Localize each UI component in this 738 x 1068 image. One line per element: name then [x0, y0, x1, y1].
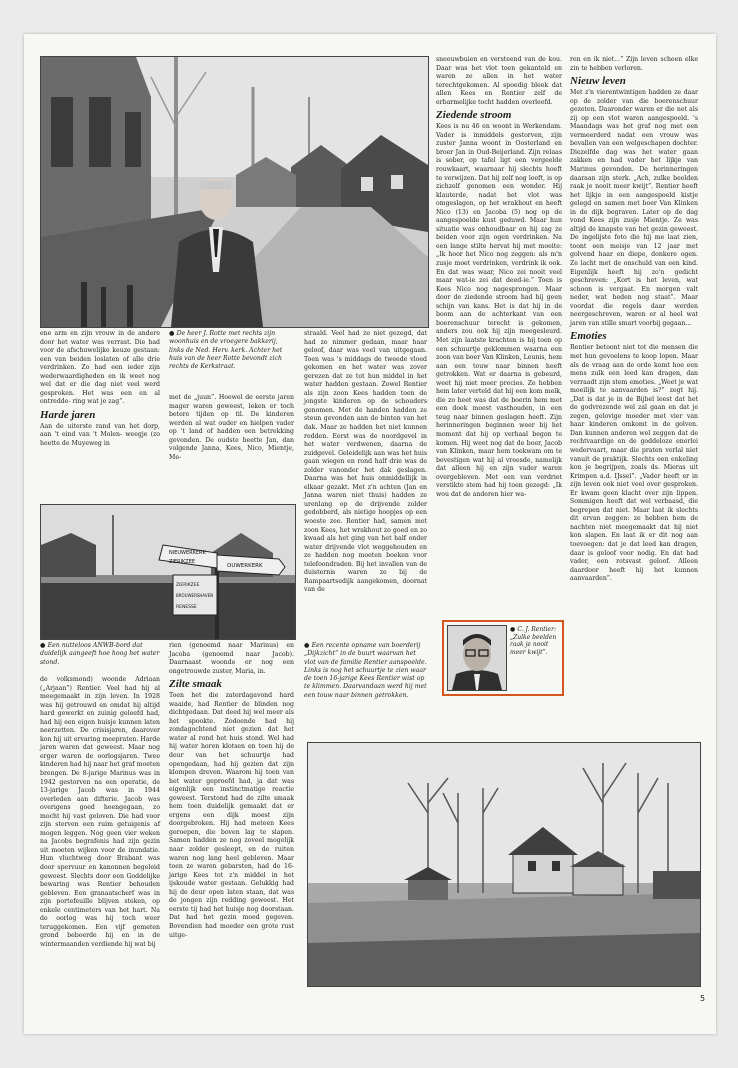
column-1-top-paragraph: ene arm en zijn vrouw in de andere door het water was verrast. Die had voor de afschuwelijke keuze gestaan: een van beiden loslaten of alle drie verdrinken. Zo had een ieder zijn wederwaardigheden en ik weet nog wel dat er die dag niet veel werd gesproken. Het was een en al ontredde- ring wat je zag”. — [40, 330, 160, 406]
column-3-paragraph: straald. Veel had ze niet gezegd, dat had ze nimmer gedaan, maar haar geloof, daar was veel van uitgegaan. Toen was 's middags de tweede vloed gekomen en het water was zover gerezen dat ze tot hun middel in het water hadden gestaan. Zowel Rentier als zijn zoon Kees hadden toen de jongste kinderen op de schouders genomen. Met de handen hadden ze steun gevonden aan de binten van het dak. Maar ze hadden het niet kunnen redden. Eerst was de noordgevel in het water verdwenen, daarna de zuidgevel. Geleidelijk aan was het huis gaan wiegen en rond half drie was de zolder vanonder het dak geslagen. Daarna was het huis onmiddellijk in elkaar gezakt. Met z'n achten (Jan en Janna waren niet thuis) hadden ze urenlang op de drijvende zolder gedobberd, als nietige hoopjes op een woeste zee. Rentier had, samen met zoon Kees, het wrakhout zo goed en zo kwaad als het ging van het half onder water drijvende vlot weggehouden en ze hadden nog moeten boeken voor telefoondraden. Bij het invallen van de duisternis waren ze bij de Rampaartsedijk aangekomen, doornat van de — [304, 330, 427, 594]
caption-photo-sign — [40, 642, 160, 667]
caption-photo-top — [169, 330, 294, 371]
column-2-top-text — [169, 394, 294, 462]
heading-ziedende-stroom: Ziedende stroom — [436, 109, 512, 122]
portrait-box — [442, 620, 564, 696]
portrait-photo-image — [448, 626, 506, 690]
column-1-harde-paragraph: Aan de uiterste rand van het dorp, aan 't eind van 't Molen- weegje (zo heette de Muyeweg in — [40, 422, 160, 448]
column-1-bottom-text — [40, 676, 160, 950]
caption-bullet: ● — [510, 626, 518, 633]
portrait-photo — [447, 625, 507, 691]
photo-man-street-image — [41, 57, 428, 327]
heading-zilte-smaak: Zilte smaak — [169, 678, 222, 691]
column-2-top-paragraph: met de „juun”. Hoewel de eerste jaren mager waren geweest, leken er toch betere tijden op til. De kinderen werden al wat ouder en hielpen vader op 't land of hadden een betrekking gevonden. De oudste heette Jan, dan volgende Janna, Kees, Nico, Mientje, Me- — [169, 394, 294, 461]
photo-anwb-sign-image — [41, 505, 295, 639]
caption-bullet: ● — [304, 642, 312, 649]
caption-photo-farm — [304, 642, 427, 700]
sign-text-left2: ZIERIKZEE — [169, 559, 196, 565]
sign-text-left: NIEUWERKERK — [169, 550, 206, 556]
heading-harde-jaren: Harde jaren — [40, 408, 96, 421]
column-2-mid-paragraph: rien (genoemd naar Marinus) en Jacoba (genoemd naar Jacob). Daarnaast woonde er nog een ongetrouwde zuster, Maria, in. — [169, 642, 294, 675]
sign-text-lower1: ZIERIKZEE — [176, 583, 200, 588]
column-2-bottom-text — [169, 642, 294, 940]
sign-text-right: OUWERKERK — [227, 563, 263, 569]
sign-text-lower2: BROUWERSHAVEN — [176, 593, 214, 598]
heading-emoties: Emoties — [570, 330, 607, 343]
photo-farm-dijkzicht — [307, 742, 701, 987]
sign-text-lower3: RENESSE — [176, 605, 197, 610]
column-5-top-paragraph: ren en ik niet...” Zijn leven scheen elke zin te hebben verloren. — [570, 56, 698, 72]
column-1-bottom-paragraph: de volksmond) woonde Adriaan („Arjaan”) Rentier. Veel had hij al meegemaakt in zijn leven. In 1928 was hij getrouwd en omdat hij altijd hard gewerkt en zuinig geleefd had, had hij een eigen huisje kunnen laten neerzetten. De crisisjaren, daarover kon hij uit ervaring meepraten. Harde jaren waren dat geweest. Maar nog erger waren de oorlogsjaren. Twee kinderen had hij naar het graf moeten brengen. De 8-jarige Marinus was in 1942 gestorven na een operatie, de 13-jarige Jacob was in 1944 overleden aan difterie. Jacob was overigens goed heengegaan, zo mocht hij vast geloven. Die had voor zijn sterven een ruim getuigenis af mogen leggen. Nog geen vier weken na Jacobs begrafenis had zijn gezin uit moeten wijken voor de inundatie. Hun vluchtweg door Brabant was door spervuur en kanonnen begeleid geweest. Slechts door een Goddelijke bewaring was Rentier behouden gebleven. Een granaatscherf was in zijn portefeuille blijven steken, op enkele centimeters van het hart. Na de oorlog was hij toch weer teruggekomen. Een vijf gemeten grond beboerde hij en in de wintermaanden verdiende hij wat bij — [40, 676, 160, 948]
photo-anwb-sign — [40, 504, 296, 640]
caption-photo-top-text: De heer J. Rotte met rechts zijn woonhuis en de vroegere bakkerij, links de Ned. Herv. kerk. Achter het huis van de heer Rotte bevondt zich rechts de Kerkstraat. — [169, 330, 283, 371]
photo-farm-dijkzicht-image — [308, 743, 700, 986]
column-4-text — [436, 56, 562, 499]
caption-photo-sign-text: Een nutteloos ANWB-bord dat duidelijk aangeeft hoe hoog het water stond. — [40, 642, 160, 666]
column-4-ziedende-paragraph: Kees is nu 46 en woont in Werkendam. Vader is inmiddels gestorven, zijn zuster Janna woont in Oosterland en broer Jan in Oud-Beijerland. Zijn relaas is sober, op tafel ligt een vergeelde rouwkaart, waarnaar hij slechts hoeft te verwijzen. Dat hij zelf nog leeft, is op zichzelf genomen een wonder. Hij klauterde, nadat het vlot was omgeslagen, op het wrakhout en heeft Nico (13) en Jacoba (5) nog op de aangespoelde kust geduwd. Maar hun situatie was onhoudbaar en hij zag ze beiden voor zijn ogen verdrinken. Na een lange stilte hervat hij met moeite: „Ik hoor het Nico nog zeggen: als m'n zusje moet verdrinken, verdrink ik ook. En dat was waar, Nico zei nooit veel maar wat-ie zei dat deed-ie.” Toen is Kees Nico nog nagesprongen. Maar door de ziedende stroom had hij geen schijn van kans. Het is dat hij in de boom aan de achterkant van een boerenschuur terecht is gekomen, anders zou ook hij zijn meegesleurd. Met zijn laatste krachten is hij toen op een schuurtje geklommen waarna een zoon van boer Van Klinken, Leunis, hem aan een touw naar binnen heeft getrokken. Wat er daarna is gebeurd, weet hij niet meer precies. Ze hebben hem later verteld dat hij een kom melk, die zo heet was dat de boerin hem met een doek moest vasthouden, in een teug naar binnen geslagen heeft. Zijn herinneringen beginnen weer bij het moment dat hij op verhaal begon te komen. Hij weet nog dat de boer, Jacob van Klinken, maar hem toekwam om te bevestigen wat hij al vreesde, namelijk dat alleen hij en zijn vader waren overgebleven. Met een van verdriet verstikte stem had hij toen gezegd: „Ik wou dat de anderen hier wa- — [436, 123, 562, 498]
page-number: 5 — [700, 994, 706, 1003]
column-4-top-paragraph: sneeuwbuien en versteend van de kou. Daar was het vlot toen gekanteld en waren ze allen in het water terechtgekomen. Al spoedig bleek dat allen Kees en Rentier zelf de erbarmelijke tocht hadden overleefd. — [436, 56, 562, 106]
column-2-zilte-paragraph: Toen het die zaterdagavond hard waaide, had Rentier de blinden nog dichtgedaan. Dat deed hij wel meer als het spookte. Zodoende had hij zondagochtend niet gezien dat het water al rond het huis stond. Wel had hij water horen klotsen en toen hij de deur van het schuurtje had opengedaan, had hij gezien dat zijn klompen dreven. Waarom hij toen van het water geproefd had, ja dat was eigenlijk een instinctmatige reactie geweest. Terstond had de zilte smaak hem toen duidelijk gemaakt dat er ergens een dijk moest zijn doorgebroken. Hij had meteen Kees geroepen, die boven lag te slapen. Samen hadden ze nog zoveel mogelijk naar zolder gesleept, en de ruiten waren nog lang heel gebleven. Maar toen ze waren gebarsten, had de 16-jarige Kees tot z'n middel in het ijskoude water gestaan. Gelukkig had hij de deur open laten staan, dat was de jongen zijn redding geweest. Het eerste tij had het huisje nog doorstaan. Dat had het gezin moed gegeven. Bovendien had moeder een grote rust uitge- — [169, 692, 294, 939]
heading-nieuw-leven: Nieuw leven — [570, 75, 626, 88]
caption-photo-farm-text: Een recente opname van boerderij „Dijkzicht” in de buurt waarvan het vlot van de familie Rentier aanspoelde. Links is nog het schuurtje te zien waar de toen 16-jarige Kees Rentier wist op te klimmen. Daarvandaan werd hij met een touw naar binnen getrokken. — [304, 642, 427, 699]
column-5-text — [570, 56, 698, 584]
caption-bullet: ● — [169, 330, 177, 337]
photo-man-street — [40, 56, 429, 328]
column-5-nieuw-paragraph: Met z'n vierentwintigen hadden ze daar op de zolder van die boerenschuur gezeten. Daaronder waren er die net als zij op een vlot waren aangespoeld. 's Maandags was het graf nog met een vermeerderd nadat een vrouw was bevallen van een welgeschapen dochter. Diezelfde dag was het water gaan zakken en had vader het lijkje van Marinus gevonden. De herinneringen daaraan zijn sterk. „Ach, zulke beelden raak je nooit meer kwijt”. Rentier heeft het lijkje in een aangespoeld kistje gelegd en samen met boer Van Klinken in de dijk begraven. Later op de dag vond Kees zijn zusje Mientje. Ze was altijd de knapste van het gezin geweest. De ingelijste foto die hij me laat zien, toont een meisje van 12 jaar met golvend haar en diepe, donkere ogen. Ze lacht met de onschuld van een kind. Eigenlijk heeft hij zo'n gedicht geschreven: „Kort is het leven, wat schoon is vergaat. En morgen valt neder, wat heden nog staat”. Maar voordat die regels daar werden neergeschreven, waren er al heel wat jaren van stille smart voorbij gegaan... — [570, 89, 698, 327]
newspaper-page — [24, 34, 716, 1034]
caption-bullet: ● — [40, 642, 48, 649]
caption-portrait — [510, 626, 560, 656]
column-1-top-text — [40, 330, 160, 449]
column-3-text — [304, 330, 427, 595]
column-5-emoties-paragraph: Rentier betoont niet tot die mensen die met hun gevoelens te koop lopen. Maar als de vraag aan de orde komt hoe een mens zulk een leed kan dragen, dan verraadt zijn stem emoties. „Weet je wat moeilijk te aanvaarden is?” zegt hij. „Dat is dat je in de Bijbel leest dat het de godvrezende wel zal gaan en dat je zegen, gelovige moeder met vier van haar kinderen omkomt in de golven. Dan kunnen anderen wel zeggen dat de rechtvaardige en de goddeloze enerlei wedervaart, maar die praten verlal niet vanuit de praktijk. Slechts een enkeling kon je begrijpen, zoals ds. Mieras uit Krimpen a.d. IJssel”. „Vader heeft er in zijn leven ook niet veel over gesproken. Er kwam geen klacht over zijn lippen. Sommigen heeft dat wel verbaasd, die begrepen dat niet. Maar laat ik slechts dit ervan zeggen: ze hebben hem de nachten niet meegemaakt dat hij niet kon slapen. En laat ik er dit nog aan toevoegen: dat je dat leed kan dragen, daar is geloof voor nodig. En dat had vader, een rotsvast geloof. Alleen daardoor heeft hij het kunnen aanvaarden”. — [570, 344, 698, 583]
caption-portrait-text: C. J. Rentier: „Zulke beelden raak je nooit meer kwijt”. — [510, 626, 557, 656]
